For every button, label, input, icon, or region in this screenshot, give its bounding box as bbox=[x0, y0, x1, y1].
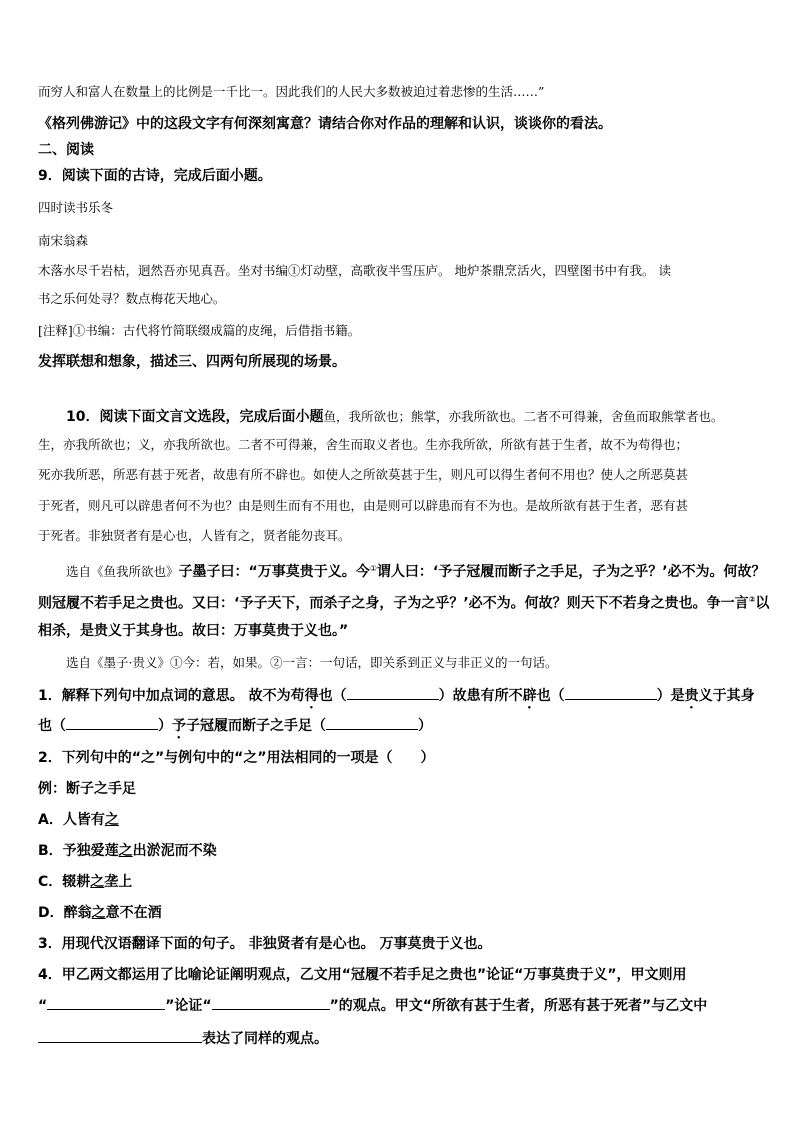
dotted-word: 辟 bbox=[522, 688, 537, 704]
passage-a-text: 鱼，我所欲也；熊掌，亦我所欲也。二者不可得兼，舍鱼而取熊掌者也。 bbox=[323, 409, 724, 424]
subq1-text: 义于其身 bbox=[698, 688, 755, 704]
subq2-example: 例：断子之手足 bbox=[38, 781, 136, 797]
option-b[interactable] bbox=[38, 841, 758, 861]
q9-stem: 9．阅读下面的古诗，完成后面小题。 bbox=[38, 168, 272, 184]
poem-note: [注释]①书编：古代将竹简联缀成篇的皮绳，后借指书籍。 bbox=[38, 323, 361, 338]
option-text: A．人皆有 bbox=[38, 812, 105, 828]
answer-blank[interactable] bbox=[66, 717, 158, 730]
answer-blank[interactable] bbox=[38, 1030, 202, 1043]
underlined-zhi: 之 bbox=[104, 812, 119, 828]
option-text: 意不在酒 bbox=[105, 905, 162, 921]
subq4-line3 bbox=[38, 1029, 758, 1049]
answer-blank[interactable] bbox=[326, 717, 418, 730]
subq4-text: ”的观点。甲文“所欲有甚于生者，所恶有甚于死者”与乙文中 bbox=[329, 998, 708, 1014]
dotted-word: 得 bbox=[304, 688, 319, 704]
passage-a-line: 于死者，则凡可以辟患者何不为也？由是则生而有不用也，由是则可以辟患而有不为也。是故所欲有甚于生者，恶有甚 bbox=[38, 498, 689, 513]
subq3: 3．用现代汉语翻译下面的句子。 非独贤者有是心也。 万事莫贵于义也。 bbox=[38, 936, 492, 952]
subq4-text: ”论证“ bbox=[165, 998, 212, 1014]
answer-blank[interactable] bbox=[47, 997, 165, 1010]
subq4-line1: 4．甲乙两文都运用了比喻论证阐明观点，乙文用“冠履不若手足之贵也”论证“万事莫贵于义”，甲文则用 bbox=[38, 967, 687, 983]
subq1-text: 也（ bbox=[38, 718, 66, 734]
option-text: C．辍耕 bbox=[38, 874, 91, 890]
passage-b-text: 子墨子曰：“万事莫贵于义。今 bbox=[178, 564, 370, 581]
answer-blank[interactable] bbox=[565, 687, 657, 700]
q10-stem: 10．阅读下面文言文选段，完成后面小题 bbox=[66, 409, 324, 425]
intro-quote-line: 而穷人和富人在数量上的比例是一千比一。因此我们的人民大多数被迫过着悲惨的生活……” bbox=[38, 84, 545, 99]
subq1-text: ） bbox=[158, 718, 172, 734]
footnote-marker: ① bbox=[369, 564, 377, 573]
intro-question: 《格列佛游记》中的这段文字有何深刻寓意？请结合你对作品的理解和认识，谈谈你的看法。 bbox=[38, 116, 612, 132]
option-d[interactable] bbox=[38, 903, 758, 923]
passage-a-source: 选自《鱼我所欲也》 bbox=[66, 564, 179, 580]
subq2-stem: 2．下列句中的“之”与例句中的“之”用法相同的一项是（ ） bbox=[38, 750, 435, 766]
poem-line: 书之乐何处寻？数点梅花天地心。 bbox=[38, 291, 226, 306]
passage-a-line: 死亦我所恶，所恶有甚于死者，故患有所不辟也。如使人之所欲莫甚于生，则凡可以得生者何不用也？使人之所恶莫甚 bbox=[38, 467, 689, 482]
passage-a-line: 生，亦我所欲也；义，亦我所欲也。二者不可得兼，舍生而取义者也。生亦我所欲，所欲有甚于生者，故不为苟得也； bbox=[38, 437, 689, 452]
dotted-word: 贵 bbox=[684, 688, 699, 704]
subq1-text: 1．解释下列句中加点词的意思。 故不为苟 bbox=[38, 688, 305, 704]
passage-b-source: 选自《墨子·贵义》①今：若，如果。②一言：一句话，即关系到正义与非正义的一句话。 bbox=[66, 655, 558, 670]
option-text: D．醉翁 bbox=[38, 905, 92, 921]
passage-a-line: 于死者。非独贤者有是心也，人皆有之，贤者能勿丧耳。 bbox=[38, 528, 351, 543]
subq1-text: ）是 bbox=[656, 688, 685, 704]
subq4-text: “ bbox=[38, 998, 48, 1014]
dotted-word: 予 bbox=[172, 718, 186, 734]
footnote-marker: ② bbox=[748, 595, 756, 604]
subq1-text: ）故患有所不 bbox=[438, 688, 523, 704]
answer-blank[interactable] bbox=[212, 997, 330, 1010]
passage-b-text: 则冠履不若手足之贵也。又曰：‘予子天下，而杀子之身，子为之乎？’必不为。何故？则天下不若身之贵也。争一言 bbox=[38, 595, 749, 612]
option-text: 垄上 bbox=[104, 874, 133, 890]
subq1-text: ） bbox=[418, 718, 432, 734]
passage-b-line: 相杀，是贵义于其身也。故曰：万事莫贵于义也。” bbox=[38, 623, 349, 639]
poem-title: 四时读书乐冬 bbox=[38, 200, 114, 215]
option-c[interactable] bbox=[38, 872, 758, 892]
subq4-line2 bbox=[38, 996, 758, 1016]
passage-b-text: 以 bbox=[755, 595, 770, 612]
q9-task: 发挥联想和想象，描述三、四两句所展现的场景。 bbox=[38, 354, 346, 370]
subq1-line1 bbox=[38, 686, 758, 712]
subq1-line2 bbox=[38, 716, 758, 742]
underlined-zhi: 之 bbox=[118, 843, 133, 859]
subq1-text: 也（ bbox=[536, 688, 565, 704]
subq1-text: 子冠履而断子之手足（ bbox=[186, 718, 326, 734]
poem-author: 南宋翁森 bbox=[38, 233, 89, 248]
option-text: B．予独爱莲 bbox=[38, 843, 119, 859]
subq1-text: 也（ bbox=[318, 688, 347, 704]
passage-b-line bbox=[38, 590, 770, 614]
option-text: 出淤泥而不染 bbox=[132, 843, 217, 859]
section-title: 二、阅读 bbox=[38, 142, 94, 158]
underlined-zhi: 之 bbox=[91, 905, 106, 921]
q10-first-line bbox=[66, 407, 758, 427]
poem-line: 木落水尽千岩枯，迥然吾亦见真吾。坐对书编①灯动壁，高歌夜半雪压庐。 地炉茶鼎烹活火，四壁图书中有我。 读 bbox=[38, 263, 671, 278]
passage-b-first-line bbox=[66, 560, 766, 582]
subq4-text: 表达了同样的观点。 bbox=[202, 1031, 328, 1047]
option-a[interactable] bbox=[38, 810, 758, 830]
underlined-zhi: 之 bbox=[90, 874, 105, 890]
answer-blank[interactable] bbox=[347, 687, 439, 700]
passage-b-text: 谓人曰：‘予子冠履而断子之手足，子为之乎？’必不为。何故？ bbox=[376, 564, 766, 581]
